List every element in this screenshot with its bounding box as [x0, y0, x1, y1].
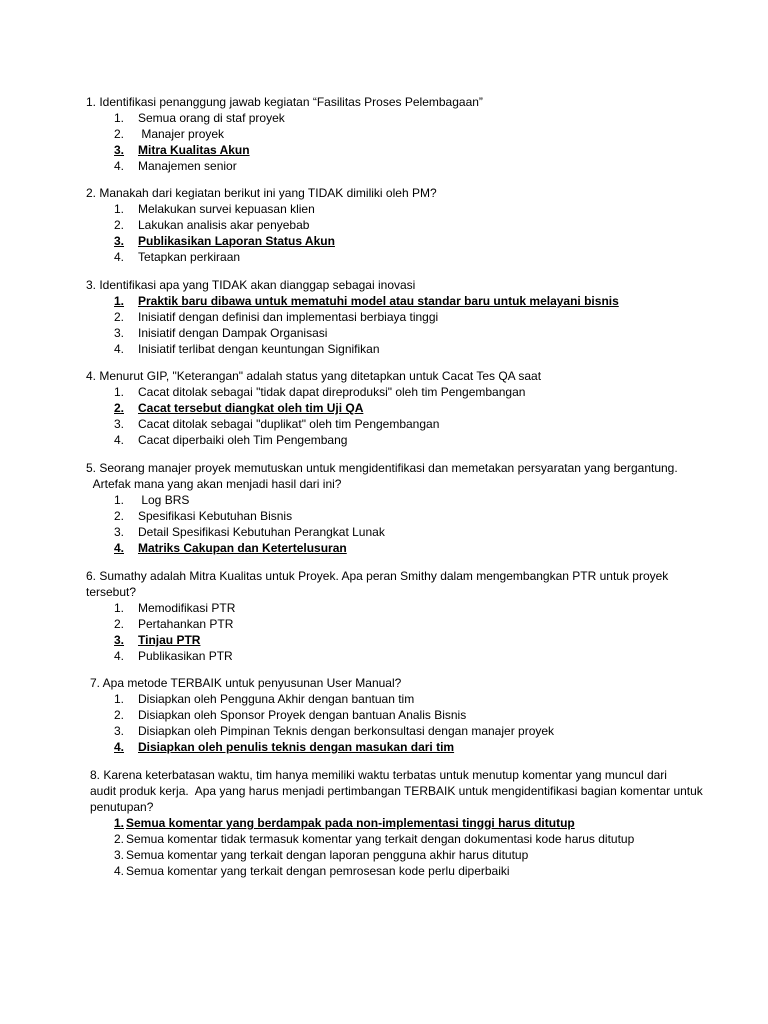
option-number: 2. [114, 832, 125, 846]
option-text: Matriks Cakupan dan Ketertelusuran [138, 541, 347, 555]
option-item-correct [114, 739, 686, 755]
option-number: 4. [114, 342, 125, 356]
option-text: Disiapkan oleh Sponsor Proyek dengan bantuan Analis Bisnis [138, 708, 467, 722]
option-item [114, 158, 686, 174]
option-item [114, 707, 686, 723]
option-list [86, 815, 706, 879]
option-item [114, 492, 686, 508]
option-text: Disiapkan oleh Pimpinan Teknis dengan berkonsultasi dengan manajer proyek [138, 724, 555, 738]
option-item [114, 416, 686, 432]
option-text: Cacat diperbaiki oleh Tim Pengembang [138, 433, 348, 447]
question-text: 1. Identifikasi penanggung jawab kegiatan “Fasilitas Proses Pelembagaan” [86, 95, 483, 109]
option-list [86, 201, 686, 265]
option-number: 2. [114, 401, 125, 415]
question-text: 4. Menurut GIP, "Keterangan" adalah status yang ditetapkan untuk Cacat Tes QA saat [86, 369, 542, 383]
option-text: Cacat ditolak sebagai "duplikat" oleh tim Pengembangan [138, 417, 440, 431]
question-text: 5. Seorang manajer proyek memutuskan untuk mengidentifikasi dan memetakan persyaratan yang bergantung. Artefak mana yang akan menjadi hasil dari ini? [86, 461, 678, 491]
option-number: 1. [114, 385, 125, 399]
option-number: 1. [114, 493, 125, 507]
option-number: 3. [114, 848, 125, 862]
option-text: Praktik baru dibawa untuk mematuhi model atau standar baru untuk melayani bisnis [138, 294, 619, 308]
option-number: 1. [114, 111, 125, 125]
option-text: Semua orang di staf proyek [138, 111, 285, 125]
option-number: 1. [114, 692, 125, 706]
option-text: Inisiatif terlibat dengan keuntungan Signifikan [138, 342, 380, 356]
option-number: 4. [114, 649, 125, 663]
option-item [114, 847, 706, 863]
question-text: 2. Manakah dari kegiatan berikut ini yang TIDAK dimiliki oleh PM? [86, 186, 437, 200]
option-text: Disiapkan oleh Pengguna Akhir dengan bantuan tim [138, 692, 415, 706]
option-number: 2. [114, 218, 125, 232]
option-text: Tetapkan perkiraan [138, 250, 241, 264]
option-text: Pertahankan PTR [138, 617, 234, 631]
option-item [114, 831, 706, 847]
option-item [114, 863, 706, 879]
option-text: Inisiatif dengan Dampak Organisasi [138, 326, 328, 340]
option-number: 1. [114, 294, 125, 308]
question-4 [86, 368, 686, 448]
option-item-correct [114, 293, 686, 309]
option-item [114, 126, 686, 142]
question-8 [86, 767, 706, 879]
option-number: 4. [114, 250, 125, 264]
option-text: Publikasikan Laporan Status Akun [138, 234, 335, 248]
option-number: 4. [114, 740, 125, 754]
option-item [114, 616, 686, 632]
option-item [114, 341, 686, 357]
question-5 [86, 460, 686, 556]
option-item [114, 325, 686, 341]
option-number: 3. [114, 326, 125, 340]
question-2 [86, 185, 686, 265]
option-item [114, 524, 686, 540]
option-number: 3. [114, 234, 125, 248]
option-item [114, 217, 686, 233]
option-number: 2. [114, 617, 125, 631]
option-item [114, 110, 686, 126]
question-text: 3. Identifikasi apa yang TIDAK akan dianggap sebagai inovasi [86, 278, 416, 292]
option-list [86, 293, 686, 357]
option-text: Lakukan analisis akar penyebab [138, 218, 310, 232]
option-text: Publikasikan PTR [138, 649, 233, 663]
option-item [114, 600, 686, 616]
option-list [86, 600, 686, 664]
option-text: Semua komentar yang terkait dengan pemrosesan kode perlu diperbaiki [126, 864, 510, 878]
option-text: Cacat ditolak sebagai "tidak dapat direproduksi" oleh tim Pengembangan [138, 385, 526, 399]
option-number: 4. [114, 159, 125, 173]
option-text: Cacat tersebut diangkat oleh tim Uji QA [138, 401, 364, 415]
option-list [86, 492, 686, 556]
option-text: Log BRS [138, 493, 190, 507]
option-text: Semua komentar tidak termasuk komentar yang terkait dengan dokumentasi kode harus ditutup [126, 832, 635, 846]
option-item-correct [114, 142, 686, 158]
question-3 [86, 277, 686, 357]
option-item-correct [114, 632, 686, 648]
option-item [114, 201, 686, 217]
option-item-correct [114, 815, 706, 831]
option-text: Manajemen senior [138, 159, 237, 173]
option-number: 4. [114, 864, 125, 878]
option-item [114, 249, 686, 265]
option-item [114, 691, 686, 707]
option-number: 3. [114, 417, 125, 431]
option-item [114, 648, 686, 664]
option-list [86, 384, 686, 448]
option-number: 4. [114, 541, 125, 555]
option-number: 2. [114, 708, 125, 722]
question-text: 6. Sumathy adalah Mitra Kualitas untuk Proyek. Apa peran Smithy dalam mengembangkan PTR untuk proyek tersebut? [86, 569, 669, 599]
option-list [86, 691, 686, 755]
option-item-correct [114, 233, 686, 249]
question-text: 8. Karena keterbatasan waktu, tim hanya memiliki waktu terbatas untuk menutup komentar yang muncul dari audit produk kerja. Apa yang harus menjadi pertimbangan TERBAIK untuk mengidentifikasi bagian komentar untuk penutupan? [90, 768, 703, 814]
option-text: Manajer proyek [138, 127, 225, 141]
option-text: Detail Spesifikasi Kebutuhan Perangkat Lunak [138, 525, 385, 539]
option-number: 1. [114, 816, 125, 830]
option-number: 3. [114, 633, 125, 647]
option-text: Memodifikasi PTR [138, 601, 236, 615]
option-text: Disiapkan oleh penulis teknis dengan masukan dari tim [138, 740, 455, 754]
option-list [86, 110, 686, 174]
option-number: 2. [114, 310, 125, 324]
option-text: Mitra Kualitas Akun [138, 143, 250, 157]
question-6 [86, 568, 686, 664]
option-item [114, 432, 686, 448]
option-text: Melakukan survei kepuasan klien [138, 202, 315, 216]
option-number: 3. [114, 143, 125, 157]
option-number: 1. [114, 202, 125, 216]
option-text: Spesifikasi Kebutuhan Bisnis [138, 509, 293, 523]
option-item [114, 723, 686, 739]
option-number: 1. [114, 601, 125, 615]
question-7 [86, 675, 686, 755]
option-item-correct [114, 540, 686, 556]
option-item [114, 309, 686, 325]
option-number: 2. [114, 509, 125, 523]
option-number: 3. [114, 525, 125, 539]
question-text: 7. Apa metode TERBAIK untuk penyusunan User Manual? [90, 676, 402, 690]
option-text: Inisiatif dengan definisi dan implementasi berbiaya tinggi [138, 310, 439, 324]
option-text: Semua komentar yang terkait dengan laporan pengguna akhir harus ditutup [126, 848, 529, 862]
option-text: Tinjau PTR [138, 633, 201, 647]
option-text: Semua komentar yang berdampak pada non-implementasi tinggi harus ditutup [126, 816, 575, 830]
option-number: 3. [114, 724, 125, 738]
option-number: 2. [114, 127, 125, 141]
question-1 [86, 94, 686, 174]
option-item [114, 508, 686, 524]
option-number: 4. [114, 433, 125, 447]
option-item-correct [114, 400, 686, 416]
option-item [114, 384, 686, 400]
